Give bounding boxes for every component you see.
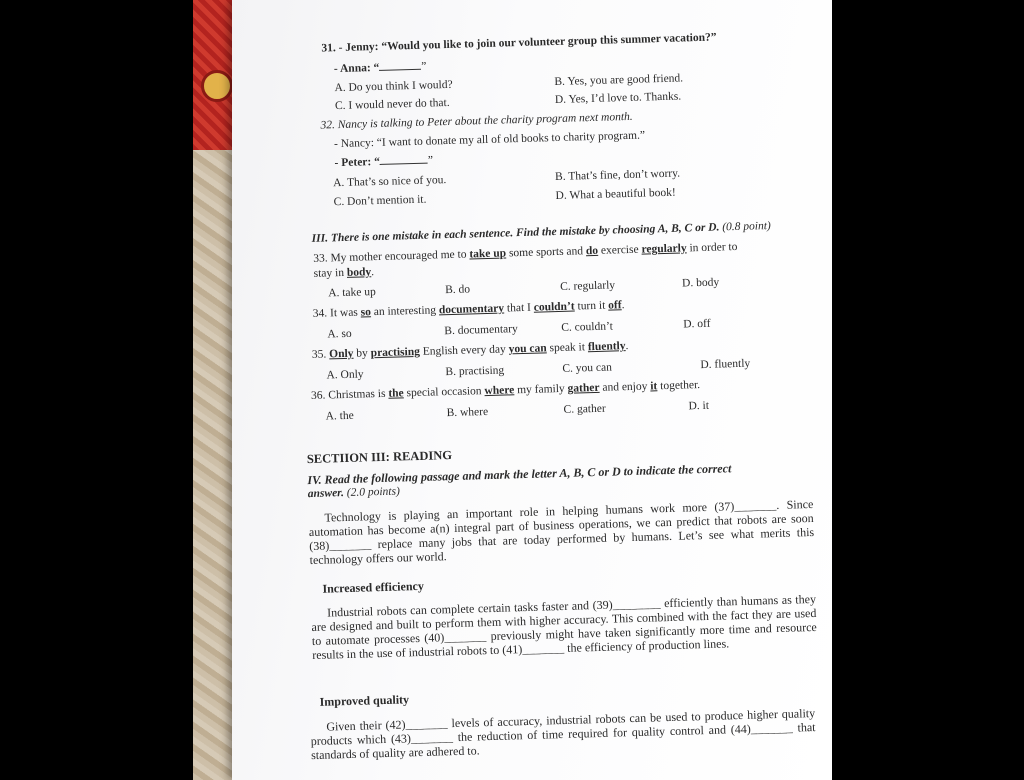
q34-option-c: C. couldn’t (561, 320, 613, 334)
q33-option-c: C. regularly (559, 279, 616, 293)
q35-option-b: B. practising (445, 364, 505, 379)
q31-option-b: B. Yes, you are good friend. (554, 72, 684, 89)
q35-option-c: C. you can (562, 361, 613, 375)
q33-option-d: D. body (681, 276, 720, 290)
q32-speaker: - Peter: “ ” (334, 154, 434, 170)
subheading-increased-efficiency: Increased efficiency (322, 578, 425, 596)
q34-option-d: D. off (683, 317, 711, 331)
page-content (232, 0, 854, 780)
q35-sentence: 35. Only by practising English every day you can speak it fluently. (311, 340, 629, 361)
exam-page (232, 0, 832, 780)
q31-option-a: A. Do you think I would? (334, 78, 453, 95)
reading-paragraph-3: Given their (42)_______ levels of accuracy, industrial robots can be used to produce higher quality products which (43)_______ the reduction of time required for quality control and (44)_______ that standards of quality are adhered to. (310, 705, 816, 763)
q33-sentence-cont: stay in body. (313, 266, 375, 280)
q35-option-a: A. Only (326, 368, 364, 382)
q36-option-c: C. gather (563, 402, 606, 416)
q32-option-b: B. That’s fine, don’t worry. (554, 167, 681, 184)
q33-option-a: A. take up (328, 286, 376, 300)
q31-option-d: D. Yes, I’d love to. Thanks. (554, 90, 682, 107)
cover-emblem-icon (201, 70, 233, 102)
q31-option-c: C. I would never do that. (334, 96, 450, 113)
q32-option-c: C. Don’t mention it. (333, 193, 427, 209)
q34-option-a: A. so (327, 327, 352, 341)
q36-sentence: 36. Christmas is the special occasion where my family gather and enjoy it together. (310, 379, 701, 402)
q31-speaker: - Anna: “ ” (333, 60, 427, 76)
q33-sentence: 33. My mother encouraged me to take up some sports and do exercise regularly in order to (313, 240, 738, 265)
section3-title: III. There is one mistake in each sentence. Find the mistake by choosing A, B, C or D. (0.8 point) (311, 220, 771, 245)
q32-option-a: A. That’s so nice of you. (332, 174, 447, 190)
q32-line1: - Nancy: “I want to donate my all of old books to charity program.” (333, 129, 646, 151)
reading-paragraph-2: Industrial robots can complete certain tasks faster and (39)________ efficiently than humans as they are designed and built to perform them with higher accuracy. This combined with the fact they are used to automate processes (40)_______ previously might have taken significantly more time and resource results in the use of industrial robots to (41)_______ the efficiency of production lines. (311, 591, 817, 663)
q33-option-b: B. do (445, 283, 471, 297)
q35-option-d: D. fluently (700, 357, 751, 372)
subheading-improved-quality: Improved quality (319, 692, 410, 709)
background-left (0, 0, 195, 780)
q31-stem: 31. - Jenny: “Would you like to join our volunteer group this summer vacation?” (321, 31, 717, 55)
q34-option-b: B. documentary (444, 323, 518, 338)
reading-instruction-line2: answer. (2.0 points) (307, 485, 400, 501)
q32-option-d: D. What a beautiful book! (555, 186, 676, 203)
q36-option-a: A. the (325, 409, 354, 423)
reading-paragraph-1: Technology is playing an important role in helping humans work more (37)_______. Since automation has become a(n) integral part of business operations, we can predict that robots are soon (38)_______ replace many jobs that are today performed by humans. Let’s see what merits this technology offers our world. (308, 496, 815, 568)
q34-sentence: 34. It was so an interesting documentary that I couldn’t turn it off. (312, 299, 625, 320)
q36-option-b: B. where (446, 406, 489, 420)
reading-section-title: SECTIION III: READING (306, 448, 453, 467)
reading-instruction: IV. Read the following passage and mark the letter A, B, C or D to indicate the correct (307, 461, 732, 488)
q36-option-d: D. it (688, 399, 710, 413)
q32-stem: 32. Nancy is talking to Peter about the charity program next month. (320, 110, 633, 132)
background-right (830, 0, 1024, 780)
